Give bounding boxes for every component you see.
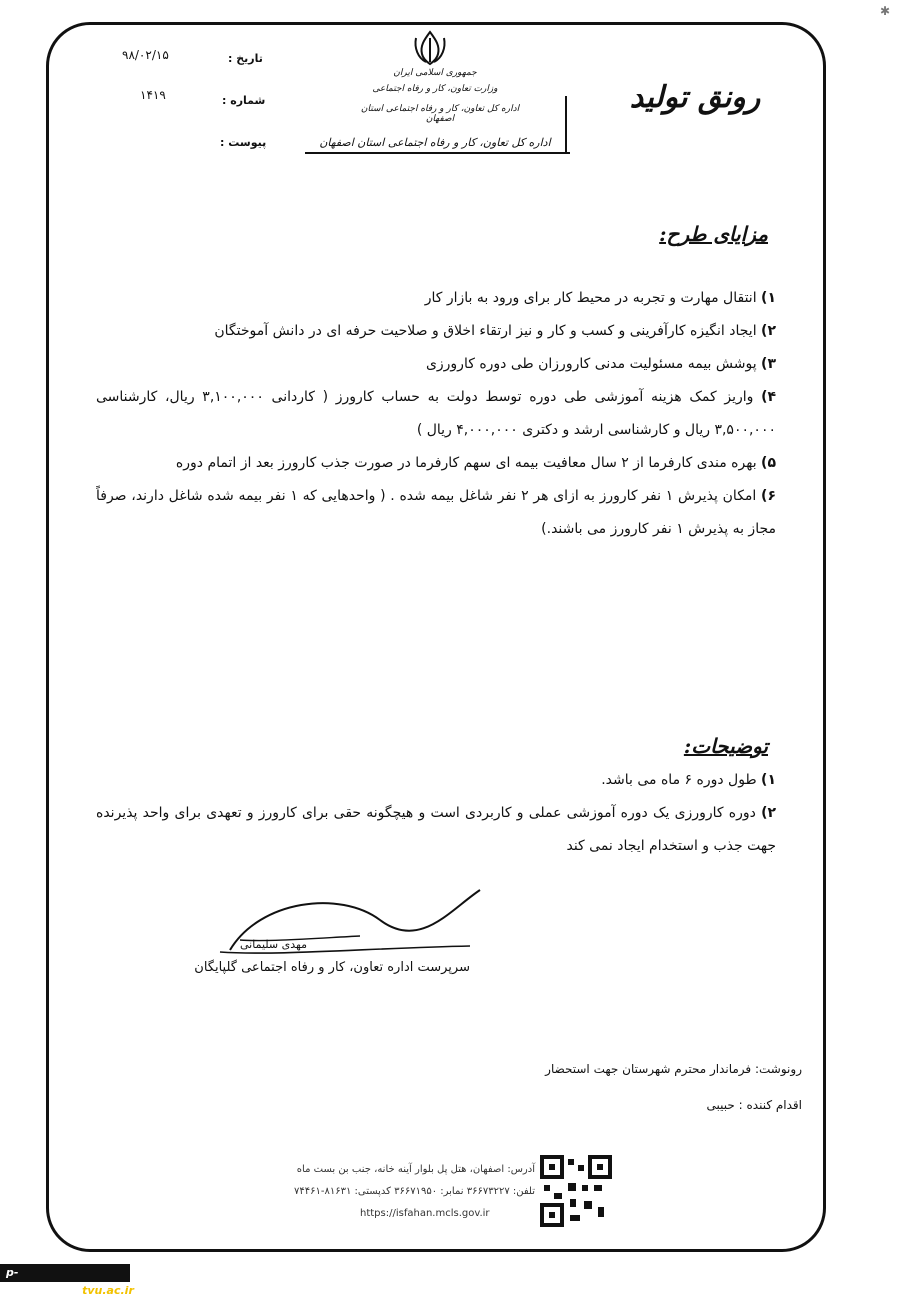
date-value: ۹۸/۰۲/۱۵ <box>122 48 169 62</box>
header-rule-hook <box>565 96 567 152</box>
benefit-item-5: ۵) بهره مندی کارفرما از ۲ سال معافیت بیمه ای سهم کارفرما در صورت جذب کارورز بعد از اتمام دوره <box>175 455 776 471</box>
attachment-label: پیوست : <box>220 136 267 149</box>
cc-action-by: اقدام کننده : حبیبی <box>706 1098 802 1112</box>
signer-title: سرپرست اداره تعاون، کار و رفاه اجتماعی گلپایگان <box>194 960 470 975</box>
org-line-3: اداره کل تعاون، کار و رفاه اجتماعی استان اصفهان <box>360 104 520 124</box>
benefits-list <box>96 282 776 546</box>
org-line-2: وزارت تعاون، کار و رفاه اجتماعی <box>372 84 498 94</box>
note-item-1: ۱) طول دوره ۶ ماه می باشد. <box>601 772 776 788</box>
corner-mark: ✱ <box>880 4 891 18</box>
notes-list <box>96 764 776 863</box>
note-item-2: ۲) دوره کارورزی یک دوره آموزشی عملی و کاربردی است و هیچگونه حقی برای کارورز و تعهدی برای واحد پذیرنده جهت جذب و استخدام ایجاد نمی کند <box>96 805 777 854</box>
header-rule <box>305 152 570 154</box>
cc-copy-to: رونوشت: فرماندار محترم شهرستان جهت استحضار <box>545 1062 802 1076</box>
org-line-4: اداره کل تعاون، کار و رفاه اجتماعی استان اصفهان <box>319 136 551 149</box>
notes-heading: توضیحات: <box>683 734 768 758</box>
org-line-1: جمهوری اسلامی ایران <box>393 68 477 78</box>
benefit-item-3: ۳) پوشش بیمه مسئولیت مدنی کارورزان طی دوره کارورزی <box>425 356 776 372</box>
footer-address: آدرس: اصفهان، هتل پل بلوار آینه خانه، جنب بن بست ماه <box>296 1164 535 1175</box>
benefits-heading: مزایای طرح: <box>659 222 768 246</box>
motto: رونق تولید <box>629 80 761 115</box>
signer-name: مهدی سلیمانی <box>240 938 307 951</box>
benefit-item-6: ۶) امکان پذیرش ۱ نفر کارورز به ازای هر ۲ نفر شاغل بیمه شده . ( واحدهایی که ۱ نفر بیمه شده شاغل دارند، صرفاً مجاز به پذیرش ۱ نفر کارورز می باشند.) <box>96 488 776 537</box>
benefit-item-2: ۲) ایجاد انگیزه کارآفرینی و کسب و کار و نیز ارتقاء اخلاق و صلاحیت حرفه ای در دانش آموختگان <box>214 323 776 339</box>
benefit-item-4: ۴) واریز کمک هزینه آموزشی طی دوره توسط دولت به حساب کارورز ( کاردانی ۳,۱۰۰,۰۰۰ ریال، کارشناسی ۳,۵۰۰,۰۰۰ ریال و کارشناسی ارشد و دکتری ۴,۰۰۰,۰۰۰ ریال ) <box>96 389 777 438</box>
number-value: ۱۴۱۹ <box>140 88 166 102</box>
footer-phones: تلفن: ۳۶۶۷۳۲۲۷ نمابر: ۳۶۶۷۱۹۵۰ کدپستی: ۸۱۶۳۱-۷۴۴۶۱ <box>293 1186 535 1197</box>
footer-website: https://isfahan.mcls.gov.ir <box>360 1208 490 1219</box>
site-watermark: p-golpayegan.tvu.ac.ir <box>0 1264 130 1282</box>
date-label: تاریخ : <box>228 52 263 65</box>
qr-code-icon <box>540 1155 612 1227</box>
benefit-item-1: ۱) انتقال مهارت و تجربه در محیط کار برای ورود به بازار کار <box>424 290 776 306</box>
number-label: شماره : <box>222 94 266 107</box>
